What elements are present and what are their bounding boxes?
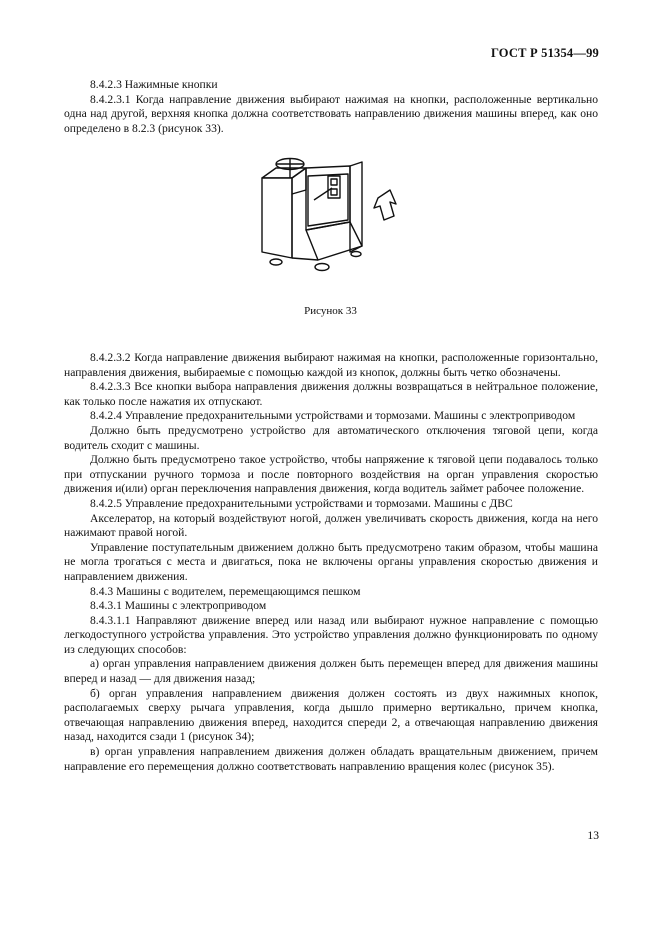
section-heading-8-4-3: 8.4.3 Машины с водителем, перемещающимся пешком (90, 584, 361, 598)
figure-caption: Рисунок 33 (304, 305, 357, 317)
paragraph-8-4-2-3-2: 8.4.2.3.2 Когда направление движения выбирают нажимая на кнопки, расположенные горизонтально, направления движения, выбираемые с помощью каждой из кнопок, должны быть четко обозначены. (64, 351, 598, 379)
paragraph-accelerator: Акселератор, на который воздействуют ногой, должен увеличивать скорость движения, когда на него нажимают правой ногой. (64, 511, 598, 540)
paragraph-8-4-2-3-1: 8.4.2.3.1 Когда направление движения выбирают нажимая на кнопки, расположенные вертикально одна над другой, верхняя кнопка должна соответствовать направлению движения машины вперед, как оно определено в 8.2.3 (рисунок 33). (64, 92, 598, 135)
bottom-text-block (64, 351, 598, 774)
section-heading-8-4-2-3: 8.4.2.3 Нажимные кнопки (90, 78, 218, 91)
list-item-v: в) орган управления направлением движения должен обладать вращательным движением, причем направление его перемещения должно соответствовать направлению вращения колес (рисунок 35). (64, 745, 598, 773)
list-item-b: б) орган управления направлением движения должен состоять из двух нажимных кнопок, располагаемых сверху рычага управления, когда дышло примерно вертикально, причем кнопка, отвечающая направлению движения вперед, находится спереди 2, а отвечающая направлению движения назад, находится сзади 1 (рисунок 34); (64, 686, 598, 744)
forward-direction-arrow-icon (374, 190, 396, 220)
figure-33 (258, 150, 408, 280)
page-number: 13 (587, 829, 599, 842)
reverse-button-icon (331, 189, 337, 195)
paragraph-translational-control: Управление поступательным движением должно быть предусмотрено таким образом, чтобы машина не могла трогаться с места и двигаться, пока не включены органы управления скоростью движения и направлением движения. (64, 540, 598, 583)
section-heading-8-4-2-5: 8.4.2.5 Управление предохранительными устройствами и тормозами. Машины с ДВС (90, 496, 513, 510)
forward-button-icon (331, 179, 337, 185)
machine-illustration (258, 150, 408, 280)
paragraph-8-4-2-3-3: 8.4.2.3.3 Все кнопки выбора направления движения должны возвращаться в нейтральное положение, как только после нажатия их отпускают. (64, 380, 598, 408)
section-heading-8-4-2-4: 8.4.2.4 Управление предохранительными устройствами и тормозами. Машины с электроприводом (90, 409, 576, 423)
top-text-block (64, 78, 598, 136)
paragraph-8-4-3-1-1: 8.4.3.1.1 Направляют движение вперед или назад или выбирают нужное направление с помощью легкодоступного устройства управления. Это устройство управления должно функционировать по одному из следующих способов: (64, 613, 598, 656)
paragraph-traction-cutoff: Должно быть предусмотрено устройство для автоматического отключения тяговой цепи, когда водитель сходит с машины. (64, 423, 598, 452)
section-heading-8-4-3-1: 8.4.3.1 Машины с электроприводом (90, 599, 267, 613)
list-item-a: а) орган управления направлением движения должен быть перемещен вперед для движения машины вперед и назад — для движения назад; (64, 657, 598, 686)
document-header: ГОСТ Р 51354—99 (490, 46, 599, 60)
paragraph-traction-voltage: Должно быть предусмотрено такое устройство, чтобы напряжение к тяговой цепи подавалось только при отпускании ручного тормоза и после повторного воздействия на орган управления скоростью движения и(или) орган переключения направления движения, когда водитель займет рабочее положение. (64, 453, 598, 496)
